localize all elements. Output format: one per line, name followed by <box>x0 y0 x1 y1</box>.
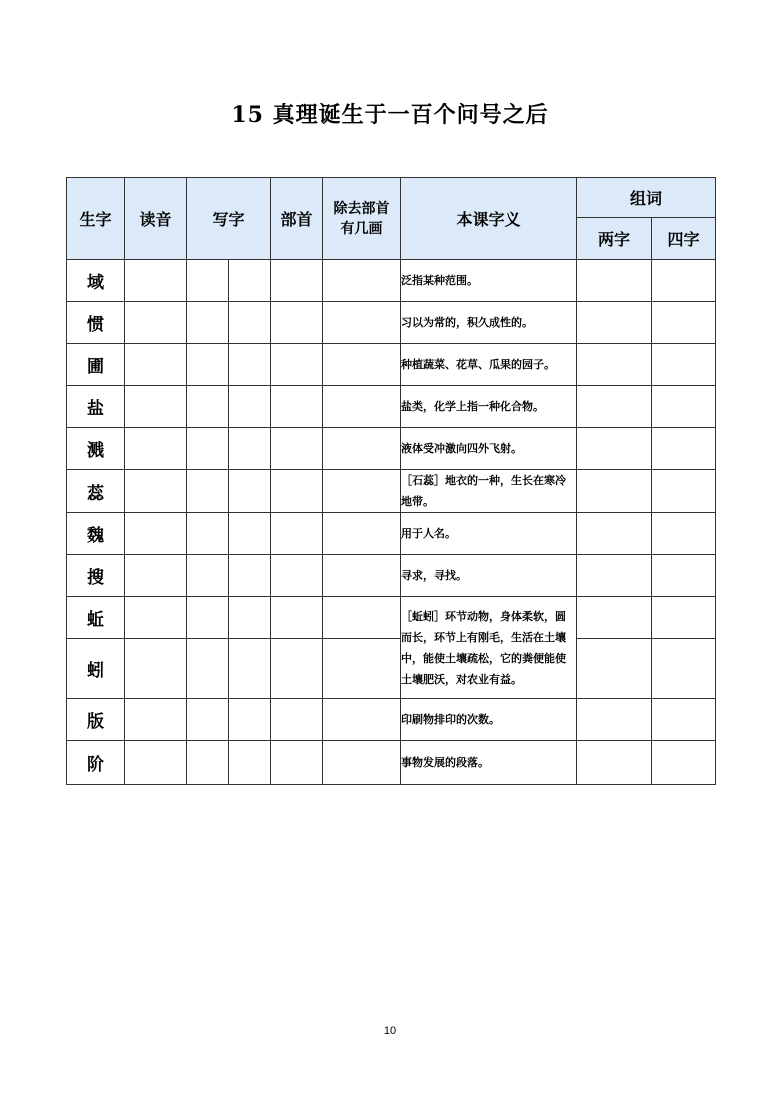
pronunciation-cell[interactable] <box>125 260 187 302</box>
writing-cell[interactable] <box>187 344 229 386</box>
strokes-cell[interactable] <box>323 513 401 555</box>
meaning-cell: 泛指某种范围。 <box>401 260 577 302</box>
radical-cell[interactable] <box>271 699 323 741</box>
two-char-word-cell[interactable] <box>577 555 652 597</box>
four-char-word-cell[interactable] <box>652 260 716 302</box>
table-row <box>67 699 716 741</box>
char-cell: 惯 <box>67 302 125 344</box>
radical-cell[interactable] <box>271 597 323 639</box>
writing-cell[interactable] <box>229 428 271 470</box>
two-char-word-cell[interactable] <box>577 741 652 785</box>
char-cell: 盐 <box>67 386 125 428</box>
writing-cell[interactable] <box>229 260 271 302</box>
meaning-cell: 液体受冲激向四外飞射。 <box>401 428 577 470</box>
table-row <box>67 386 716 428</box>
strokes-cell[interactable] <box>323 555 401 597</box>
four-char-word-cell[interactable] <box>652 513 716 555</box>
writing-cell[interactable] <box>229 699 271 741</box>
header-writing: 写字 <box>187 178 271 260</box>
pronunciation-cell[interactable] <box>125 302 187 344</box>
table-row <box>67 344 716 386</box>
two-char-word-cell[interactable] <box>577 428 652 470</box>
pronunciation-cell[interactable] <box>125 699 187 741</box>
char-cell: 魏 <box>67 513 125 555</box>
meaning-cell: 事物发展的段落。 <box>401 741 577 785</box>
two-char-word-cell[interactable] <box>577 344 652 386</box>
table-row <box>67 741 716 785</box>
page-title: 15 真理诞生于一百个问号之后 <box>231 102 549 128</box>
meaning-cell: ［蚯蚓］环节动物，身体柔软，圆而长，环节上有刚毛，生活在土壤中，能使土壤疏松，它的粪便能使土壤肥沃，对农业有益。 <box>401 597 577 699</box>
radical-cell[interactable] <box>271 555 323 597</box>
four-char-word-cell[interactable] <box>652 428 716 470</box>
meaning-cell: 种植蔬菜、花草、瓜果的园子。 <box>401 344 577 386</box>
writing-cell[interactable] <box>187 302 229 344</box>
strokes-cell[interactable] <box>323 344 401 386</box>
pronunciation-cell[interactable] <box>125 344 187 386</box>
char-cell: 圃 <box>67 344 125 386</box>
meaning-cell: 盐类，化学上指一种化合物。 <box>401 386 577 428</box>
char-cell: 域 <box>67 260 125 302</box>
header-radical: 部首 <box>271 178 323 260</box>
writing-cell[interactable] <box>187 555 229 597</box>
char-cell: 蚓 <box>67 639 125 699</box>
char-cell: 溅 <box>67 428 125 470</box>
char-cell: 搜 <box>67 555 125 597</box>
header-strokes-line1: 除去部首 <box>333 200 390 217</box>
header-meaning: 本课字义 <box>401 178 577 260</box>
pronunciation-cell[interactable] <box>125 741 187 785</box>
writing-cell[interactable] <box>229 344 271 386</box>
table-row <box>67 639 716 699</box>
four-char-word-cell[interactable] <box>652 302 716 344</box>
writing-cell[interactable] <box>229 741 271 785</box>
four-char-word-cell[interactable] <box>652 699 716 741</box>
two-char-word-cell[interactable] <box>577 639 652 699</box>
char-cell: 阶 <box>67 741 125 785</box>
writing-cell[interactable] <box>187 639 229 699</box>
pronunciation-cell[interactable] <box>125 386 187 428</box>
four-char-word-cell[interactable] <box>652 386 716 428</box>
writing-cell[interactable] <box>229 470 271 513</box>
char-cell: 蚯 <box>67 597 125 639</box>
radical-cell[interactable] <box>271 428 323 470</box>
header-char: 生字 <box>67 178 125 260</box>
strokes-cell[interactable] <box>323 597 401 639</box>
header-strokes <box>323 178 401 260</box>
writing-cell[interactable] <box>187 470 229 513</box>
two-char-word-cell[interactable] <box>577 386 652 428</box>
writing-cell[interactable] <box>187 260 229 302</box>
pronunciation-cell[interactable] <box>125 428 187 470</box>
strokes-cell[interactable] <box>323 699 401 741</box>
pronunciation-cell[interactable] <box>125 513 187 555</box>
strokes-cell[interactable] <box>323 470 401 513</box>
four-char-word-cell[interactable] <box>652 470 716 513</box>
writing-cell[interactable] <box>187 597 229 639</box>
char-cell: 版 <box>67 699 125 741</box>
four-char-word-cell[interactable] <box>652 344 716 386</box>
writing-cell[interactable] <box>229 386 271 428</box>
strokes-cell[interactable] <box>323 428 401 470</box>
pronunciation-cell[interactable] <box>125 597 187 639</box>
strokes-cell[interactable] <box>323 386 401 428</box>
writing-cell[interactable] <box>187 699 229 741</box>
writing-cell[interactable] <box>229 513 271 555</box>
header-pronunciation: 读音 <box>125 178 187 260</box>
radical-cell[interactable] <box>271 639 323 699</box>
strokes-cell[interactable] <box>323 639 401 699</box>
strokes-cell[interactable] <box>323 741 401 785</box>
writing-cell[interactable] <box>229 597 271 639</box>
two-char-word-cell[interactable] <box>577 470 652 513</box>
character-table <box>66 177 716 785</box>
pronunciation-cell[interactable] <box>125 470 187 513</box>
two-char-word-cell[interactable] <box>577 302 652 344</box>
table-row <box>67 470 716 513</box>
four-char-word-cell[interactable] <box>652 597 716 639</box>
table-row <box>67 260 716 302</box>
header-four-char: 四字 <box>652 218 716 260</box>
char-cell: 蕊 <box>67 470 125 513</box>
table-row <box>67 302 716 344</box>
header-two-char: 两字 <box>577 218 652 260</box>
writing-cell[interactable] <box>229 302 271 344</box>
writing-cell[interactable] <box>229 639 271 699</box>
two-char-word-cell[interactable] <box>577 699 652 741</box>
two-char-word-cell[interactable] <box>577 513 652 555</box>
radical-cell[interactable] <box>271 344 323 386</box>
radical-cell[interactable] <box>271 386 323 428</box>
table-row <box>67 597 716 639</box>
table-row <box>67 513 716 555</box>
two-char-word-cell[interactable] <box>577 597 652 639</box>
radical-cell[interactable] <box>271 741 323 785</box>
strokes-cell[interactable] <box>323 302 401 344</box>
four-char-word-cell[interactable] <box>652 555 716 597</box>
radical-cell[interactable] <box>271 260 323 302</box>
pronunciation-cell[interactable] <box>125 639 187 699</box>
page-number: 10 <box>383 1025 397 1037</box>
four-char-word-cell[interactable] <box>652 639 716 699</box>
four-char-word-cell[interactable] <box>652 741 716 785</box>
strokes-cell[interactable] <box>323 260 401 302</box>
radical-cell[interactable] <box>271 513 323 555</box>
meaning-cell: 印刷物排印的次数。 <box>401 699 577 741</box>
writing-cell[interactable] <box>187 428 229 470</box>
writing-cell[interactable] <box>187 741 229 785</box>
writing-cell[interactable] <box>187 386 229 428</box>
meaning-cell: ［石蕊］地衣的一种，生长在寒冷地带。 <box>401 470 577 513</box>
two-char-word-cell[interactable] <box>577 260 652 302</box>
writing-cell[interactable] <box>187 513 229 555</box>
radical-cell[interactable] <box>271 302 323 344</box>
table-row <box>67 428 716 470</box>
header-strokes-line2: 有几画 <box>340 220 383 237</box>
writing-cell[interactable] <box>229 555 271 597</box>
meaning-cell: 寻求，寻找。 <box>401 555 577 597</box>
meaning-cell: 习以为常的，积久成性的。 <box>401 302 577 344</box>
radical-cell[interactable] <box>271 470 323 513</box>
table-row <box>67 555 716 597</box>
pronunciation-cell[interactable] <box>125 555 187 597</box>
meaning-cell: 用于人名。 <box>401 513 577 555</box>
header-words: 组词 <box>577 178 716 218</box>
